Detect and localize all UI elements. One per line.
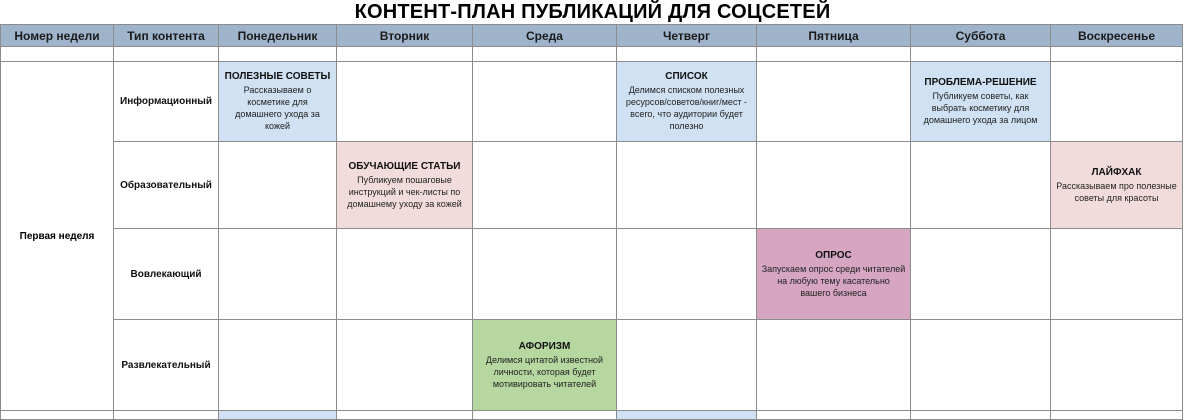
card-tutorial-articles[interactable] <box>337 142 473 229</box>
cell[interactable] <box>1051 47 1183 62</box>
card-title: ПОЛЕЗНЫЕ СОВЕТЫ <box>224 71 331 82</box>
cell[interactable] <box>911 47 1051 62</box>
cell[interactable] <box>757 142 911 229</box>
row-engaging <box>1 229 1183 320</box>
cell[interactable] <box>219 142 337 229</box>
content-type-educational[interactable]: Образовательный <box>114 142 219 229</box>
cell[interactable] <box>1 47 114 62</box>
cell[interactable] <box>114 47 219 62</box>
cell[interactable] <box>757 411 911 420</box>
header-sunday[interactable]: Воскресенье <box>1051 25 1183 47</box>
card-description: Запускаем опрос среди читателей на любую тему касательно вашего бизнеса <box>761 263 906 298</box>
cell[interactable] <box>337 62 473 142</box>
header-content-type[interactable]: Тип контента <box>114 25 219 47</box>
card-title: АФОРИЗМ <box>518 340 571 352</box>
cell[interactable] <box>757 320 911 411</box>
card-description: Рассказываем про полезные советы для красоты <box>1056 180 1177 203</box>
card-poll[interactable] <box>757 229 911 320</box>
cell[interactable] <box>473 411 617 420</box>
card-useful-tips[interactable] <box>219 62 337 142</box>
card-description: Публикуем пошаговые инструкций и чек-листы по домашнему уходу за кожей <box>347 174 462 209</box>
card-title: СПИСОК <box>665 71 708 82</box>
row-entertainment <box>1 320 1183 411</box>
cell[interactable] <box>1051 411 1183 420</box>
cell[interactable] <box>911 320 1051 411</box>
card-title: ПРОБЛЕМА-РЕШЕНИЕ <box>924 77 1037 88</box>
content-type-entertainment[interactable]: Развлекательный <box>114 320 219 411</box>
cell[interactable] <box>1051 229 1183 320</box>
header-thursday[interactable]: Четверг <box>617 25 757 47</box>
card-aphorism[interactable] <box>473 320 617 411</box>
cell[interactable] <box>219 411 337 420</box>
header-week-number[interactable]: Номер недели <box>1 25 114 47</box>
header-saturday[interactable]: Суббота <box>911 25 1051 47</box>
card-description: Делимся списком полезных ресурсов/советов/книг/мест - всего, что аудитории будет полезно <box>625 85 748 131</box>
cell[interactable] <box>337 229 473 320</box>
card-title: ОПРОС <box>815 249 852 261</box>
cell[interactable] <box>911 229 1051 320</box>
card-list[interactable] <box>617 62 757 142</box>
cell[interactable] <box>473 142 617 229</box>
cell[interactable] <box>757 62 911 142</box>
card-title: ОБУЧАЮЩИЕ СТАТЬИ <box>348 160 461 172</box>
cell[interactable] <box>337 320 473 411</box>
page-title: КОНТЕНТ-ПЛАН ПУБЛИКАЦИЙ ДЛЯ СОЦСЕТЕЙ <box>354 1 831 23</box>
header-row <box>1 25 1183 47</box>
content-type-engaging[interactable]: Вовлекающий <box>114 229 219 320</box>
cell[interactable] <box>1051 62 1183 142</box>
content-plan-table <box>0 24 1183 420</box>
cell[interactable] <box>219 320 337 411</box>
card-description: Публикуем советы, как выбрать косметику для домашнего ухода за лицом <box>923 91 1038 125</box>
cell[interactable] <box>337 411 473 420</box>
cell[interactable] <box>617 229 757 320</box>
row-informational <box>1 62 1183 142</box>
card-description: Рассказываем о косметике для домашнего ухода за кожей <box>235 85 320 131</box>
card-title: ЛАЙФХАК <box>1091 166 1142 178</box>
week-label[interactable]: Первая неделя <box>1 62 114 411</box>
cell[interactable] <box>617 47 757 62</box>
cell[interactable] <box>1 411 114 420</box>
cell[interactable] <box>1051 320 1183 411</box>
cell[interactable] <box>617 320 757 411</box>
header-friday[interactable]: Пятница <box>757 25 911 47</box>
content-type-informational[interactable]: Информационный <box>114 62 219 142</box>
cell[interactable] <box>757 47 911 62</box>
spacer-row <box>1 47 1183 62</box>
cell[interactable] <box>617 142 757 229</box>
card-description: Делимся цитатой известной личности, которая будет мотивировать читателей <box>485 354 604 389</box>
cell[interactable] <box>114 411 219 420</box>
row-educational <box>1 142 1183 229</box>
header-wednesday[interactable]: Среда <box>473 25 617 47</box>
cell[interactable] <box>911 142 1051 229</box>
card-problem-solution[interactable] <box>911 62 1051 142</box>
cell[interactable] <box>219 229 337 320</box>
next-row-partial <box>1 411 1183 420</box>
header-monday[interactable]: Понедельник <box>219 25 337 47</box>
cell[interactable] <box>219 47 337 62</box>
cell[interactable] <box>473 229 617 320</box>
cell[interactable] <box>911 411 1051 420</box>
cell[interactable] <box>473 47 617 62</box>
header-tuesday[interactable]: Вторник <box>337 25 473 47</box>
cell[interactable] <box>473 62 617 142</box>
card-lifehack[interactable] <box>1051 142 1183 229</box>
cell[interactable] <box>617 411 757 420</box>
cell[interactable] <box>337 47 473 62</box>
